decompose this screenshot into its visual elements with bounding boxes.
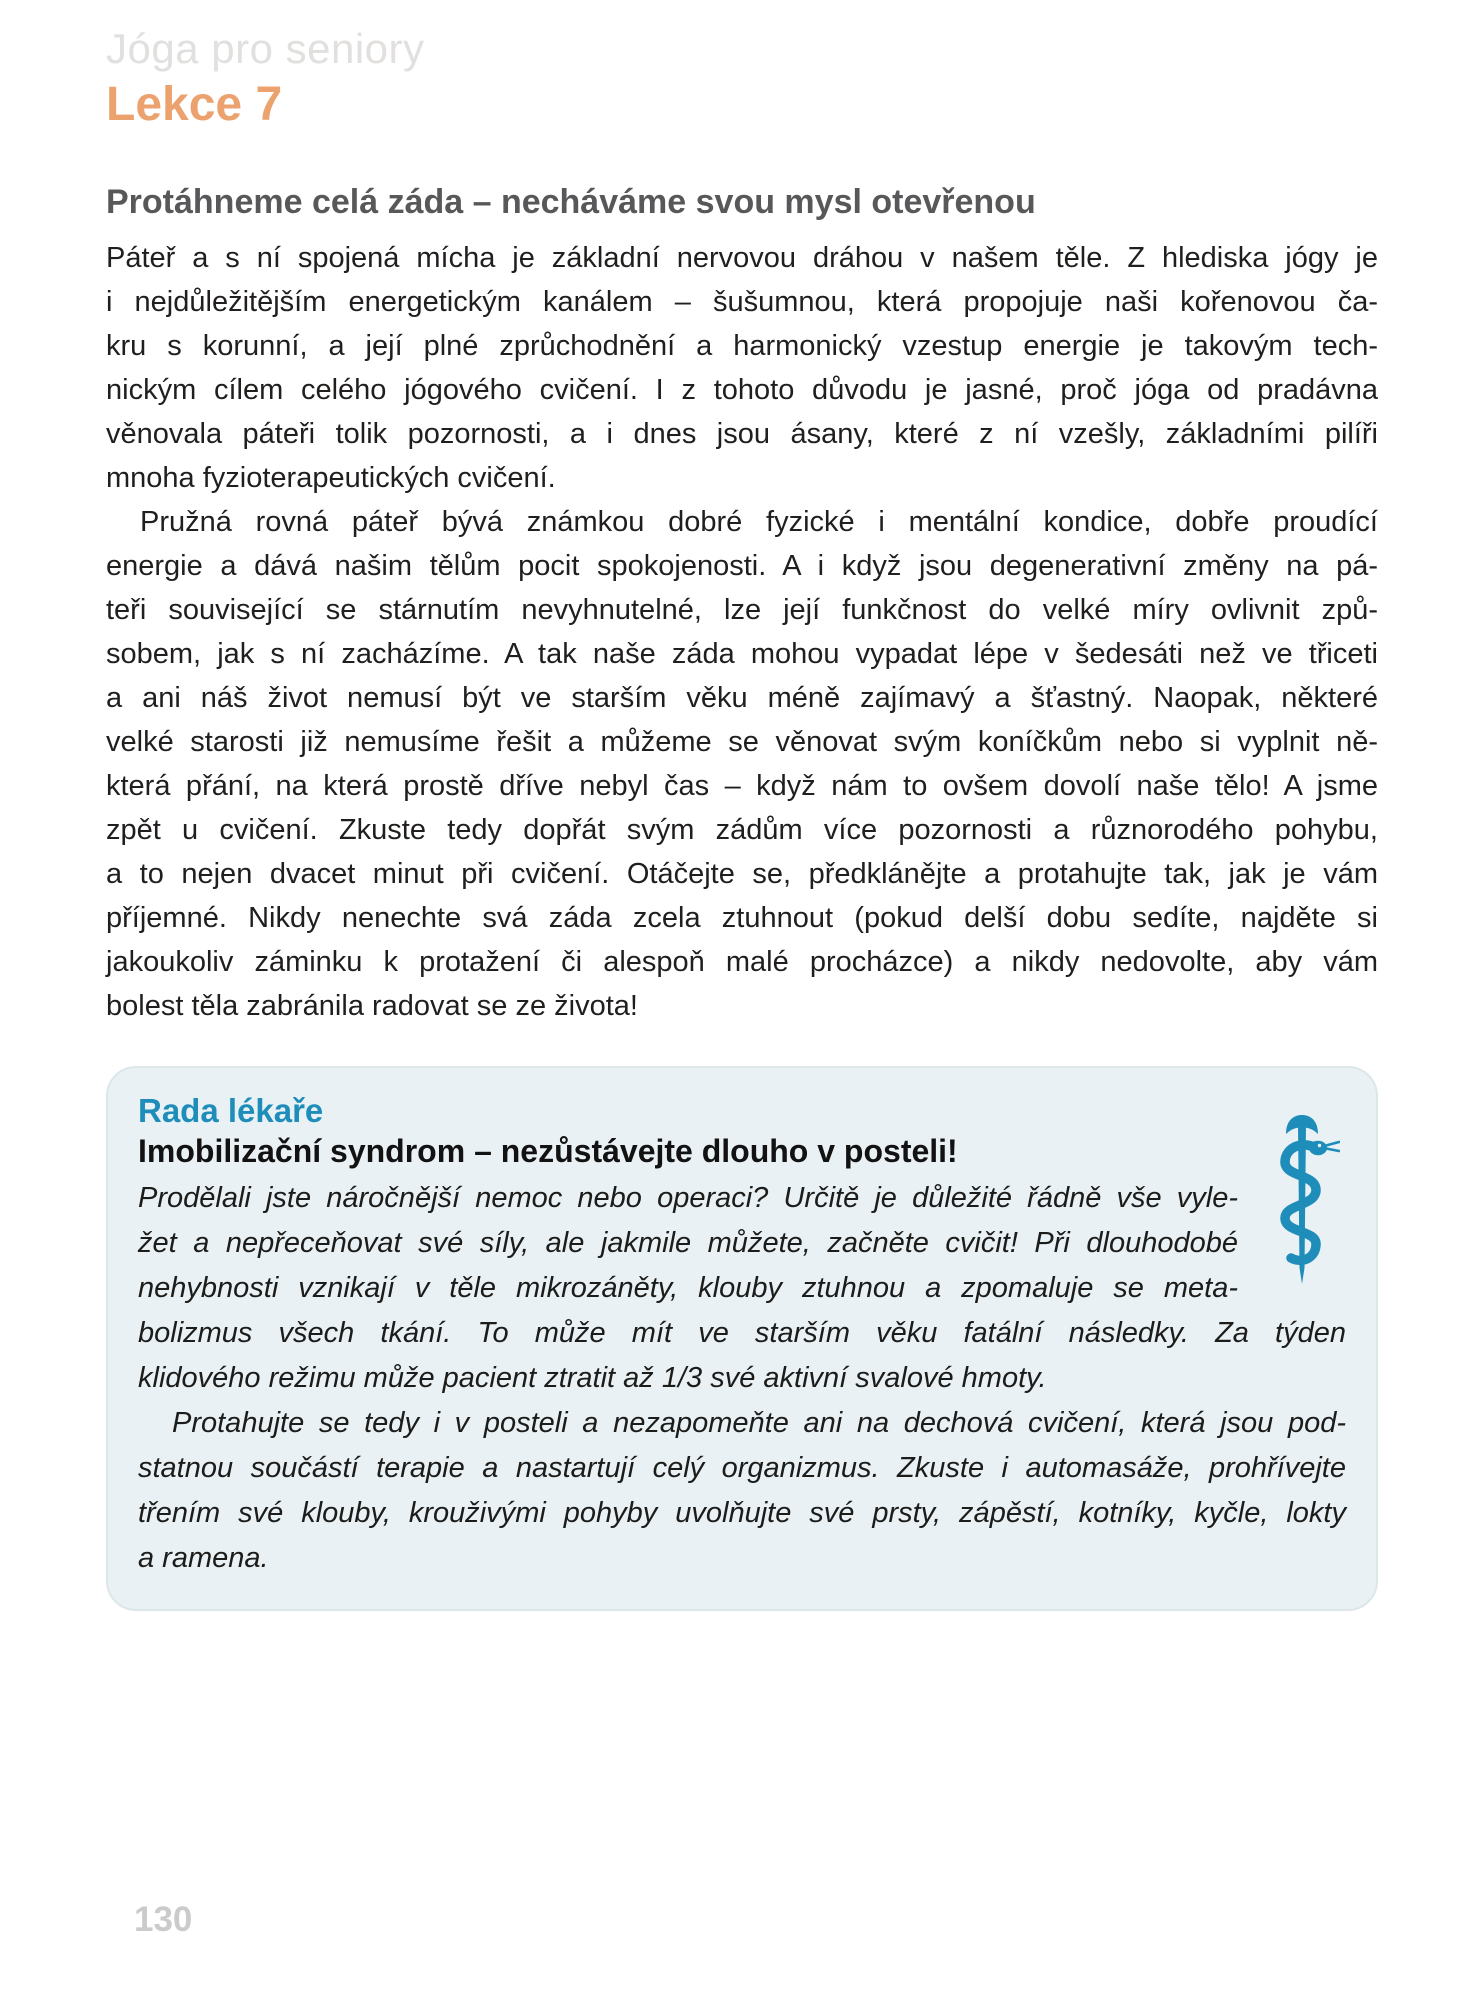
text-line: klidového režimu může pacient ztratit až 1/3 své aktivní svalové hmoty. (138, 1362, 1047, 1395)
text-line: příjemné. Nikdy nenechte svá záda zcela ztuhnout (pokud delší dobu sedíte, najděte si (106, 902, 1378, 935)
text-line: Pružná rovná páteř bývá známkou dobré fyzické i mentální kondice, dobře proudící (140, 506, 1378, 539)
text-line: energie a dává našim tělům pocit spokojenosti. A i když jsou degenerativní změny na pá- (106, 550, 1378, 583)
book-series-title: Jóga pro seniory (106, 25, 425, 72)
advice-box-label: Rada lékaře (138, 1092, 324, 1130)
text-line: nickým cílem celého jógového cvičení. I z tohoto důvodu je jasné, proč jóga od pradávna (106, 374, 1378, 407)
advice-box-title: Imobilizační syndrom – nezůstávejte dlouho v posteli! (138, 1133, 958, 1170)
text-line: žet a nepřeceňovat své síly, ale jakmile můžete, začněte cvičit! Při dlouhodobé (138, 1227, 1238, 1260)
text-line: třením své klouby, krouživými pohyby uvolňujte své prsty, zápěstí, kotníky, kyčle, lokty (138, 1497, 1346, 1530)
text-line: velké starosti již nemusíme řešit a můžeme se věnovat svým koníčkům nebo si vyplnit ně- (106, 726, 1378, 759)
text-line: Protahujte se tedy i v posteli a nezapomeňte ani na dechová cvičení, která jsou pod- (172, 1407, 1346, 1440)
text-line: teři související se stárnutím nevyhnutelné, lze její funkčnost do velké míry ovlivnit způ- (106, 594, 1378, 627)
text-line: Páteř a s ní spojená mícha je základní nervovou dráhou v našem těle. Z hlediska jógy je (106, 242, 1378, 275)
text-line: zpět u cvičení. Zkuste tedy dopřát svým zádům více pozornosti a různorodého pohybu, (106, 814, 1378, 847)
text-line: a ani náš život nemusí být ve starším věku méně zajímavý a šťastný. Naopak, některé (106, 682, 1378, 715)
text-line: nehybnosti vznikají v těle mikrozáněty, klouby ztuhnou a zpomaluje se meta- (138, 1272, 1238, 1305)
text-line: která přání, na která prostě dříve nebyl čas – když nám to ovšem dovolí naše tělo! A jsme (106, 770, 1378, 803)
lesson-title: Lekce 7 (106, 78, 283, 132)
section-heading: Protáhneme celá záda – necháváme svou mysl otevřenou (106, 182, 1036, 221)
text-line: bolizmus všech tkání. To může mít ve starším věku fatální následky. Za týden (138, 1317, 1346, 1350)
rod-of-asclepius-icon (1264, 1112, 1340, 1296)
page-number: 130 (134, 1900, 193, 1939)
text-line: jakoukoliv záminku k protažení či alespoň malé procházce) a nikdy nedovolte, aby vám (106, 946, 1378, 979)
text-line: sobem, jak s ní zacházíme. A tak naše záda mohou vypadat lépe v šedesáti než ve třiceti (106, 638, 1378, 671)
paragraph (106, 236, 1378, 500)
article-body (106, 236, 1378, 1028)
text-line: bolest těla zabránila radovat se ze života! (106, 990, 638, 1023)
text-line: kru s korunní, a její plné zprůchodnění a harmonický vzestup energie je takovým tech- (106, 330, 1378, 363)
text-line: mnoha fyzioterapeutických cvičení. (106, 462, 556, 495)
text-line: Prodělali jste náročnější nemoc nebo operaci? Určitě je důležité řádně vše vyle- (138, 1182, 1238, 1215)
text-line: a to nejen dvacet minut při cvičení. Otáčejte se, předklánějte a protahujte tak, jak je vám (106, 858, 1378, 891)
text-line: věnovala páteři tolik pozornosti, a i dnes jsou ásany, které z ní vzešly, základními pilíři (106, 418, 1378, 451)
paragraph (106, 500, 1378, 1028)
advice-paragraph (138, 1401, 1346, 1581)
text-line: statnou součástí terapie a nastartují celý organizmus. Zkuste i automasáže, prohřívejte (138, 1452, 1346, 1485)
doctor-advice-box (106, 1066, 1378, 1611)
text-line: i nejdůležitějším energetickým kanálem – šušumnou, která propojuje naši kořenovou ča- (106, 286, 1378, 319)
advice-paragraph (138, 1176, 1346, 1401)
text-line: a ramena. (138, 1542, 269, 1575)
